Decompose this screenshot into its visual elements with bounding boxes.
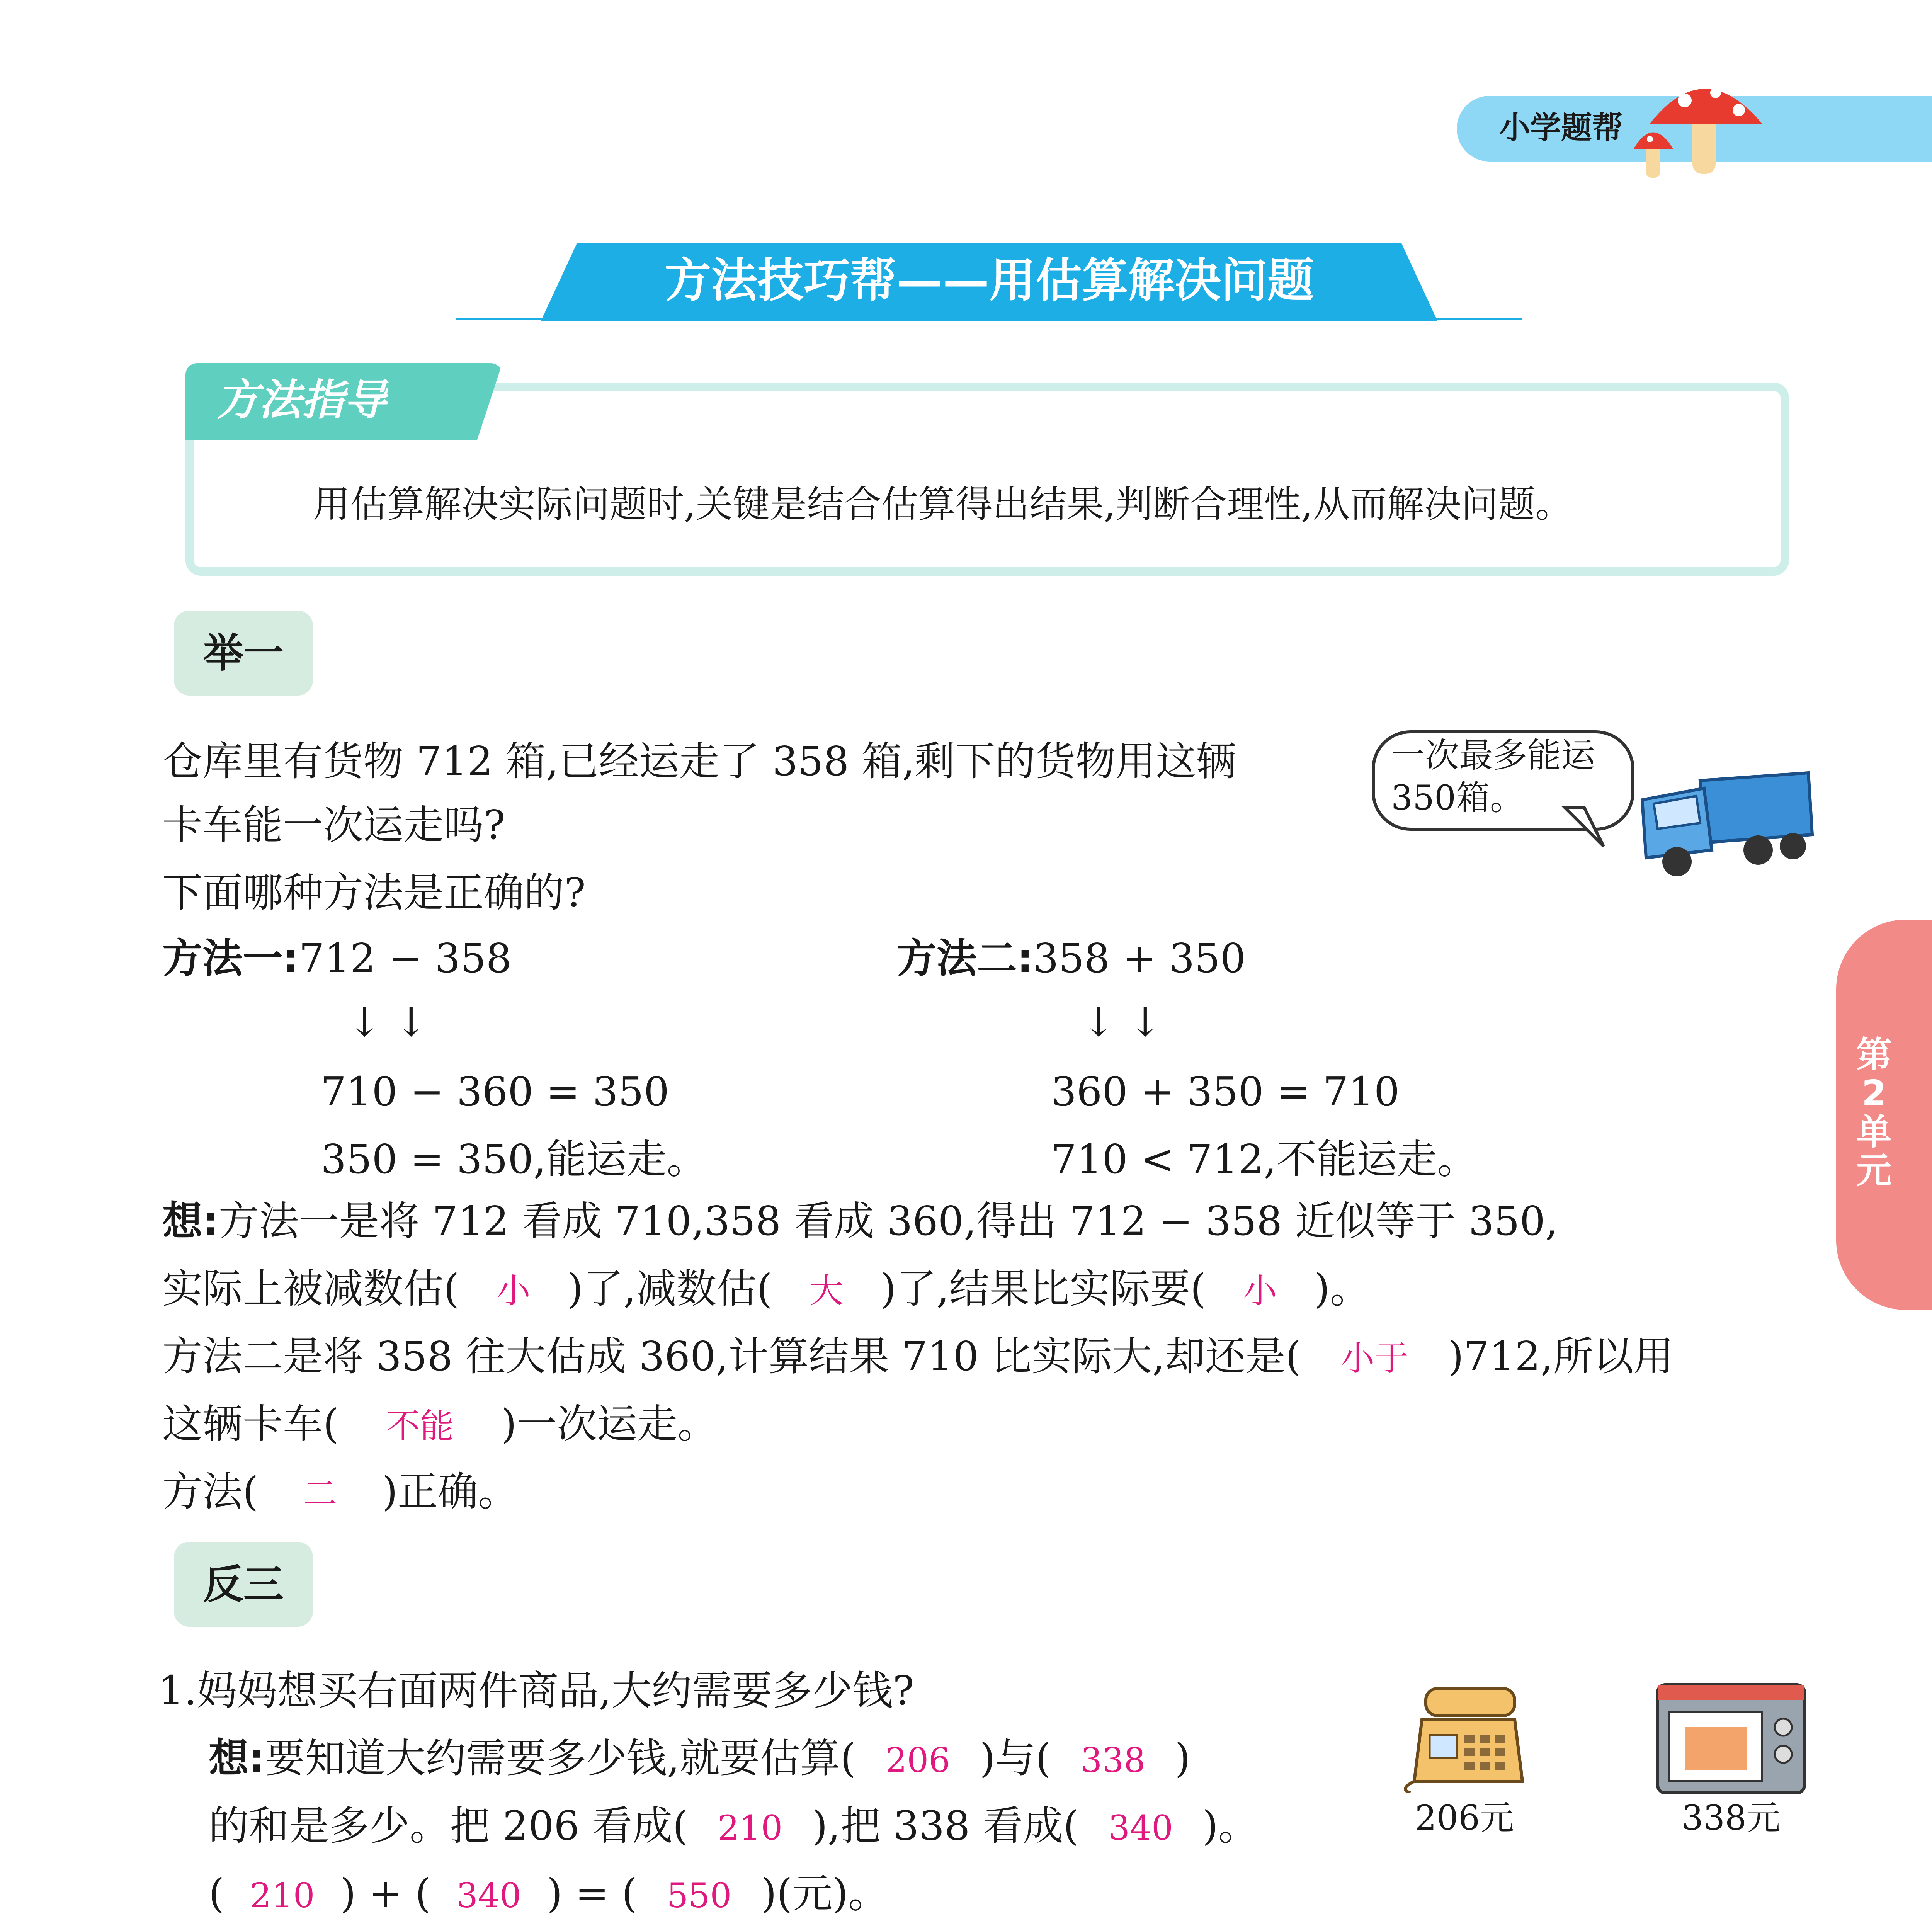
example-problem-line2: 卡车能一次运走吗?	[162, 801, 505, 849]
method1-expr: 712 − 358	[299, 935, 512, 982]
think-line5-a: 方法(	[162, 1468, 259, 1515]
q1-line3-a: 的和是多少。把 206 看成(	[209, 1802, 689, 1849]
q1-answer-6: 340	[456, 1876, 521, 1915]
truck-icon	[1631, 757, 1816, 889]
answer-6: 二	[303, 1474, 337, 1514]
q1-answer-2: 338	[1080, 1740, 1146, 1780]
section-pill-example: 举一	[174, 611, 313, 696]
answer-3: 小	[1243, 1271, 1277, 1311]
think-line1: 方法一是将 712 看成 710,358 看成 360,得出 712 − 358 近似等于 350,	[218, 1197, 1558, 1245]
q1-answer-3: 210	[718, 1808, 783, 1848]
think-line2-c: )了,结果比实际要(	[880, 1265, 1206, 1312]
method1-step1: 710 − 360 = 350	[321, 1068, 670, 1115]
think-line2-a: 实际上被减数估(	[162, 1265, 459, 1312]
q1-line4-c: ) = (	[546, 1870, 638, 1917]
header-tab-label: 小学题帮	[1499, 110, 1623, 146]
think-line4-b: )一次运走。	[501, 1400, 718, 1447]
answer-2: 大	[809, 1271, 844, 1311]
answer-5: 不能	[386, 1406, 454, 1446]
item1-price: 206元	[1415, 1798, 1514, 1838]
think-line5-b: )正确。	[382, 1468, 519, 1515]
method-guide-tag-label: 方法指导	[216, 375, 386, 425]
think-line2-d: )。	[1314, 1265, 1370, 1312]
answer-4: 小于	[1340, 1338, 1409, 1378]
mushroom-icon	[1634, 70, 1781, 185]
think-line3-b: )712,所以用	[1448, 1333, 1674, 1380]
item2-price: 338元	[1682, 1798, 1781, 1838]
microwave-icon	[1654, 1681, 1808, 1797]
q1-line4-b: ) + (	[340, 1870, 431, 1917]
method2-expr: 358 + 350	[1033, 935, 1246, 982]
q1-line3-c: )。	[1202, 1802, 1259, 1849]
q1-line2-b: )与(	[980, 1735, 1051, 1782]
bubble-tail	[1561, 804, 1607, 850]
q1-answer-4: 340	[1108, 1808, 1173, 1848]
example-problem-line1: 仓库里有货物 712 箱,已经运走了 358 箱,剩下的货物用这辆	[162, 738, 1236, 785]
method2-step1: 360 + 350 = 710	[1051, 1068, 1400, 1115]
speech-bubble-text: 一次最多能运350箱。	[1391, 735, 1595, 818]
answer-1: 小	[496, 1271, 531, 1311]
method2-step2: 710 < 712,不能运走。	[1051, 1136, 1478, 1183]
method-guide-text: 用估算解决实际问题时,关键是结合估算得出结果,判断合理性,从而解决问题。	[313, 483, 1573, 526]
q1-answer-5: 210	[250, 1876, 315, 1915]
method1-step2: 350 = 350,能运走。	[321, 1136, 707, 1183]
think-label: 想:	[162, 1197, 219, 1245]
q1-line2-a: 要知道大约需要多少钱,就要估算(	[265, 1735, 856, 1782]
method1-label: 方法一:	[162, 935, 299, 982]
q1-line4-d: )(元)。	[761, 1870, 889, 1917]
telephone-icon	[1399, 1677, 1530, 1793]
think-line4-a: 这辆卡车(	[162, 1400, 339, 1447]
q1-line4-a: (	[209, 1870, 224, 1917]
q1-answer-7: 550	[667, 1876, 732, 1915]
q1-text: 妈妈想买右面两件商品,大约需要多少钱?	[197, 1667, 915, 1714]
method2-arrows: ↓ ↓	[1082, 998, 1162, 1046]
example-question: 下面哪种方法是正确的?	[162, 869, 586, 916]
page-title: 方法技巧帮——用估算解决问题	[665, 254, 1314, 308]
think-line3-a: 方法二是将 358 往大估成 360,计算结果 710 比实际大,却还是(	[162, 1333, 1301, 1380]
method2-label: 方法二:	[896, 935, 1033, 982]
q1-number: 1.	[158, 1667, 197, 1714]
q1-line3-b: ),把 338 看成(	[812, 1802, 1079, 1849]
section-pill-practice: 反三	[174, 1542, 313, 1627]
q1-line2-c: )	[1175, 1735, 1190, 1782]
q1-think-label: 想:	[209, 1735, 265, 1782]
think-line2-b: )了,减数估(	[567, 1265, 772, 1312]
method1-arrows: ↓ ↓	[348, 998, 428, 1046]
unit-tab-label: 第2单元	[1856, 1034, 1892, 1191]
q1-answer-1: 206	[885, 1740, 951, 1780]
